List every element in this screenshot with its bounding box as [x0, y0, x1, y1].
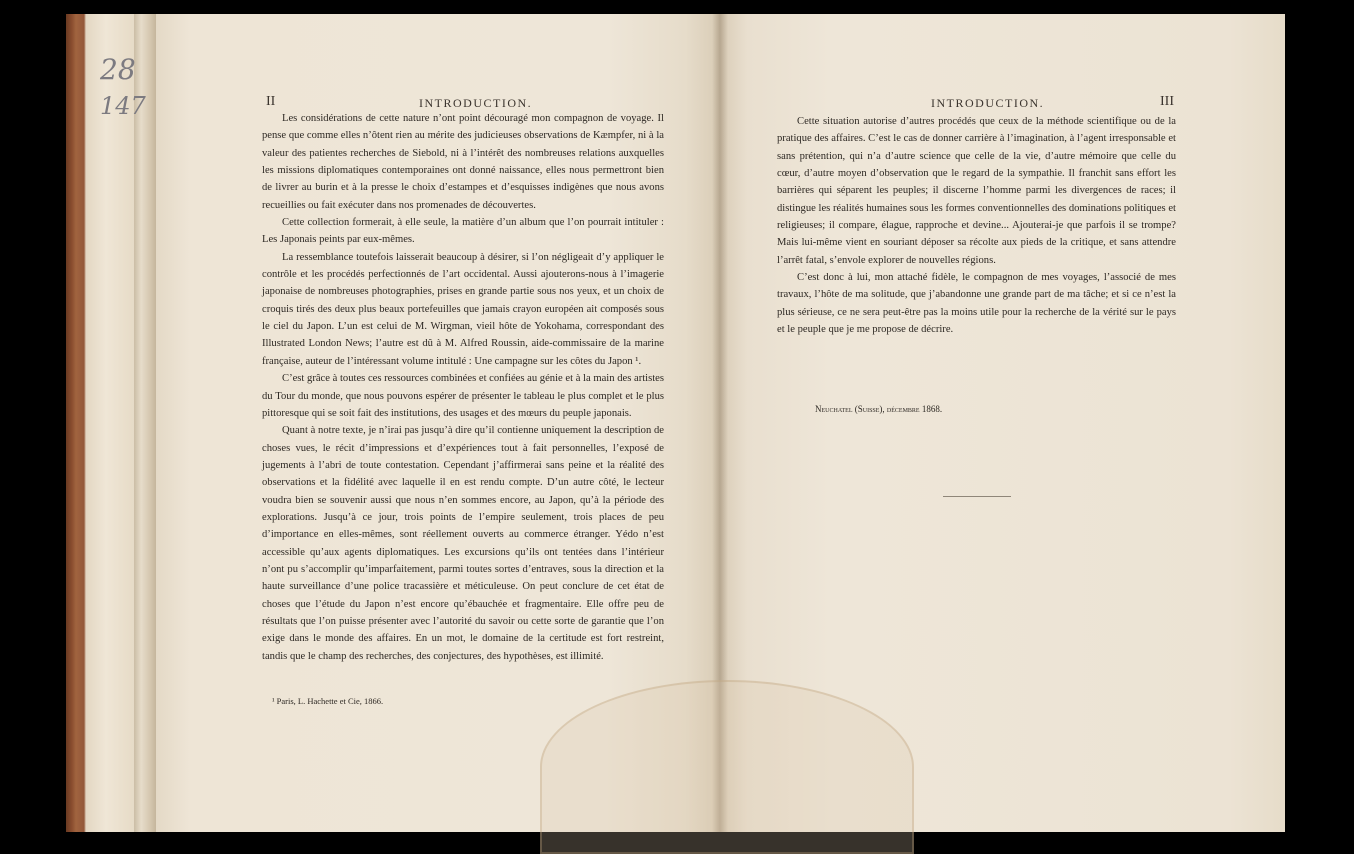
left-folio: II — [266, 94, 276, 109]
handwritten-number-bottom: 147 — [100, 92, 146, 120]
left-running-head: INTRODUCTION. — [419, 96, 533, 110]
water-stain — [540, 680, 914, 854]
right-folio: III — [1160, 94, 1174, 109]
footnote: ¹ Paris, L. Hachette et Cie, 1866. — [272, 696, 384, 706]
paragraph: C’est donc à lui, mon attaché fidèle, le compagnon de mes voyages, l’associé de mes travaux, l’hôte de ma solitude, que j’abandonne une grande part de ma tâche; et si ce n’est la plus sérieuse, ce ne sera peut-être pas la moins utile pour la recherche de la vérité sur le pays et le peuple que je me propose de décrire. — [777, 272, 1176, 336]
paragraph: Les considérations de cette nature n’ont point découragé mon compagnon de voyage. Il pense que comme elles n’ôtent rien au mérite des judicieuses observations de Kæmpfer, ni à la valeur des patientes recherches de Siebold, ni à l’intérêt des nombreuses relations auxquelles les missions diplomatiques contemporaines ont donné naissance, elles nous permettront bien de livrer au burin et à la presse le choix d’estampes et d’esquisses indigènes que nous avons recueillies ou fait exécuter dans nos promenades de découvertes. — [262, 113, 664, 211]
paragraph: Cette situation autorise d’autres procédés que ceux de la méthode scientifique ou de la pratique des affaires. C’est le cas de donner carrière à l’imagination, à l’agent irresponsable et sans prétention, qui n’a d’autre science que celle de la vie, d’autre mémoire que celle du cœur, d’autre moyen d’observation que le regard de la sympathie. Il franchit sans effort les barrières qui séparent les peuples; il discerne l’homme parmi les divergences de races; il distingue les réalités humaines sous les formes conventionnelles des dominations politiques et religieuses; il compare, élague, rapproche et devine... Ajouterai-je que parfois il se trompe? Mais lui-même vient en souriant déposer sa récolte aux pieds de la critique, et sans attendre l’arrêt fatal, s’envole explorer de nouvelles régions. — [777, 116, 1176, 266]
left-body-text — [262, 110, 664, 665]
handwritten-number-top: 28 — [100, 53, 136, 86]
closing-rule — [943, 496, 1011, 497]
paragraph: C’est grâce à toutes ces ressources combinées et confiées au génie et à la main des artistes du Tour du monde, que nous pouvons espérer de présenter le tableau le plus complet et le plus pittoresque qui se soit fait des institutions, des usages et des mœurs du peuple japonais. — [262, 373, 664, 419]
paragraph: Quant à notre texte, je n’irai pas jusqu’à dire qu’il contienne uniquement la description de choses vues, le récit d’impressions et d’expériences tout à fait personnelles, l’exposé de jugements à l’abri de toute contestation. Cependant j’affirmerai sans peine et la réalité des observations et la fidélité avec laquelle il en est rendu compte. D’un autre côté, le lecteur voudra bien se souvenir aussi que nous n’en sommes encore, au Japon, qu’à la période des explorations. Jusqu’à ce jour, trois points de l’empire seulement, trois places de peu d’importance en elles-mêmes, sont réellement ouverts au commerce étranger. Yédo n’est accessible qu’aux agents diplomatiques. Les excursions qu’ils ont tentées dans l’intérieur n’ont pu s’accomplir qu’imparfaitement, parmi toutes sortes d’entraves, sous la direction et la haute surveillance d’une police tracassière et méticuleuse. On peut conclure de cet état de choses que l’étude du Japon n’est encore qu’ébauchée et fragmentaire. Elle offre peu de résultats que l’on puisse présenter avec l’autorité du savoir ou cette sorte de garantie que l’on exige dans le monde des affaires. En un mot, le domaine de la certitude est fort restreint, tandis que le champ des recherches, des conjectures, des hypothèses, est illimité. — [262, 425, 664, 662]
handwritten-note — [100, 52, 144, 132]
paragraph: Cette collection formerait, à elle seule, la matière d’un album que l’on pourrait intituler : Les Japonais peints par eux-mêmes. — [262, 217, 664, 246]
page-edges — [134, 14, 158, 832]
paragraph: La ressemblance toutefois laisserait beaucoup à désirer, si l’on négligeait d’y appliquer le contrôle et les procédés perfectionnés de l’art occidental. Aussi ajouterons-nous à l’imagerie japonaise de nombreuses photographies, prises en grande partie sous nos yeux, et un choix de croquis tirés des deux plus beaux portefeuilles que jamais crayon européen ait composés sous le ciel du Japon. L’un est celui de M. Wirgman, vieil hôte de Yokohama, correspondant des Illustrated London News; l’autre est dû à M. Alfred Roussin, aide-commissaire de la marine française, auteur de l’intéressant volume intitulé : Une campagne sur les côtes du Japon ¹. — [262, 251, 664, 367]
signature-line: Neuchatel (Suisse), décembre 1868. — [815, 404, 943, 414]
right-body-text — [777, 113, 1176, 338]
right-running-head: INTRODUCTION. — [931, 96, 1045, 110]
